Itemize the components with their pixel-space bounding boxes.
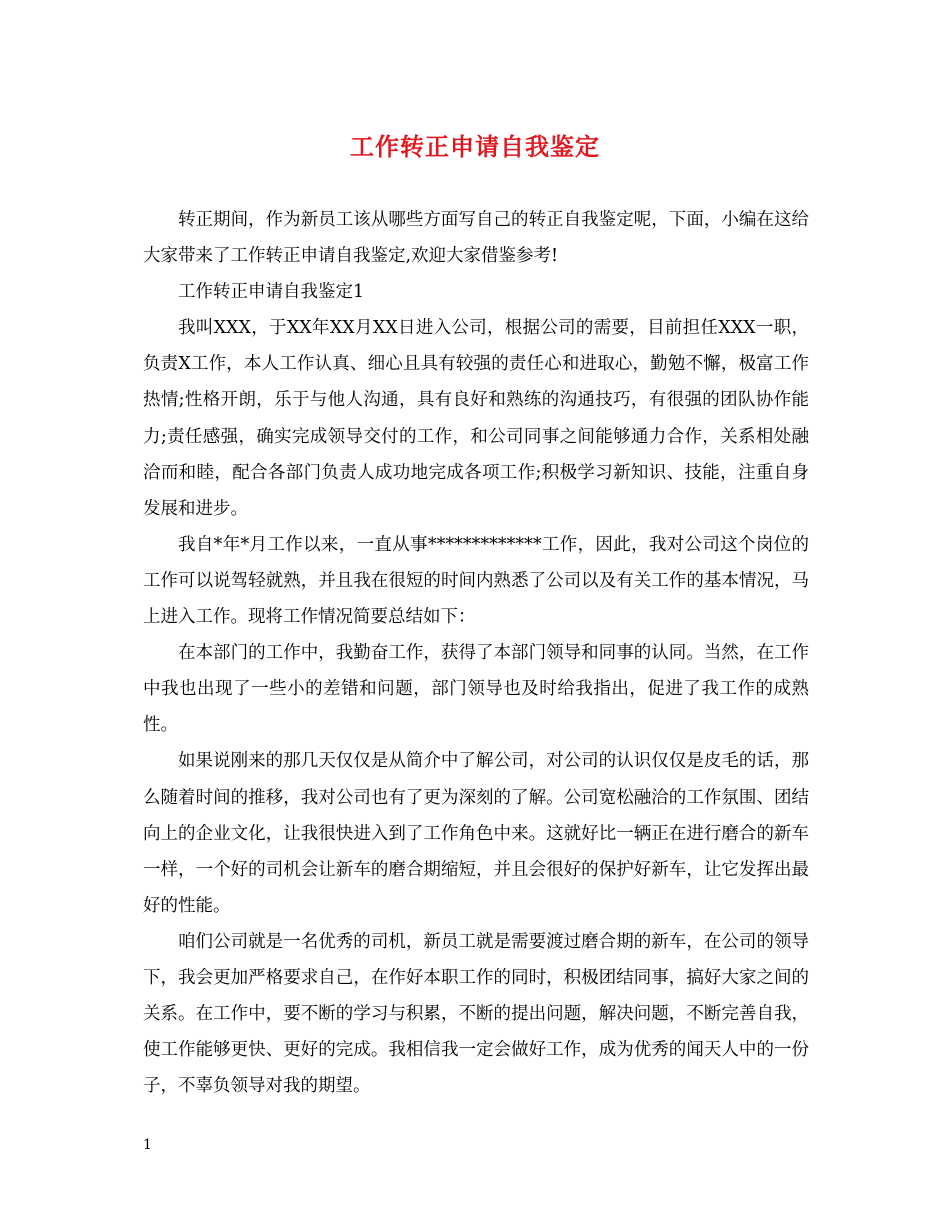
page-number: 1 [143, 1137, 152, 1153]
body-paragraph: 我叫XXX，于XX年XX月XX日进入公司，根据公司的需要，目前担任XXX一职，负责X工作，本人工作认真、细心且具有较强的责任心和进取心，勤勉不懈，极富工作热情;性格开朗，乐于与他人沟通，具有良好和熟练的沟通技巧，有很强的团队协作能力;责任感强，确实完成领导交付的工作，和公司同事之间能够通力合作，关系相处融洽而和睦，配合各部门负责人成功地完成各项工作;积极学习新知识、技能，注重自身发展和进步。 [143, 318, 809, 519]
body-paragraph: 咱们公司就是一名优秀的司机，新员工就是需要渡过磨合期的新车，在公司的领导下，我会更加严格要求自己，在作好本职工作的同时，积极团结同事，搞好大家之间的关系。在工作中，要不断的学习与积累，不断的提出问题，解决问题，不断完善自我，使工作能够更快、更好的完成。我相信我一定会做好工作，成为优秀的闻天人中的一份子，不辜负领导对我的期望。 [143, 931, 809, 1097]
body-paragraph: 我自*年*月工作以来，一直从事*************工作，因此，我对公司这个岗位的工作可以说驾轻就熟，并且我在很短的时间内熟悉了公司以及有关工作的基本情况，马上进入工作。现将工作情况简要总结如下： [143, 534, 809, 628]
intro-paragraph: 转正期间，作为新员工该从哪些方面写自己的转正自我鉴定呢，下面，小编在这给大家带来了工作转正申请自我鉴定,欢迎大家借鉴参考! [143, 210, 809, 267]
document-body [143, 202, 809, 1104]
section-heading: 工作转正申请自我鉴定1 [178, 282, 365, 303]
body-paragraph: 在本部门的工作中，我勤奋工作，获得了本部门领导和同事的认同。当然，在工作中我也出现了一些小的差错和问题，部门领导也及时给我指出，促进了我工作的成熟性。 [143, 643, 809, 736]
body-paragraph: 如果说刚来的那几天仅仅是从简介中了解公司，对公司的认识仅仅是皮毛的话，那么随着时间的推移，我对公司也有了更为深刻的了解。公司宽松融洽的工作氛围、团结向上的企业文化，让我很快进入到了工作角色中来。这就好比一辆正在进行磨合的新车一样，一个好的司机会让新车的磨合期缩短，并且会很好的保护好新车，让它发挥出最好的性能。 [143, 751, 809, 916]
document-title: 工作转正申请自我鉴定 [350, 132, 600, 161]
